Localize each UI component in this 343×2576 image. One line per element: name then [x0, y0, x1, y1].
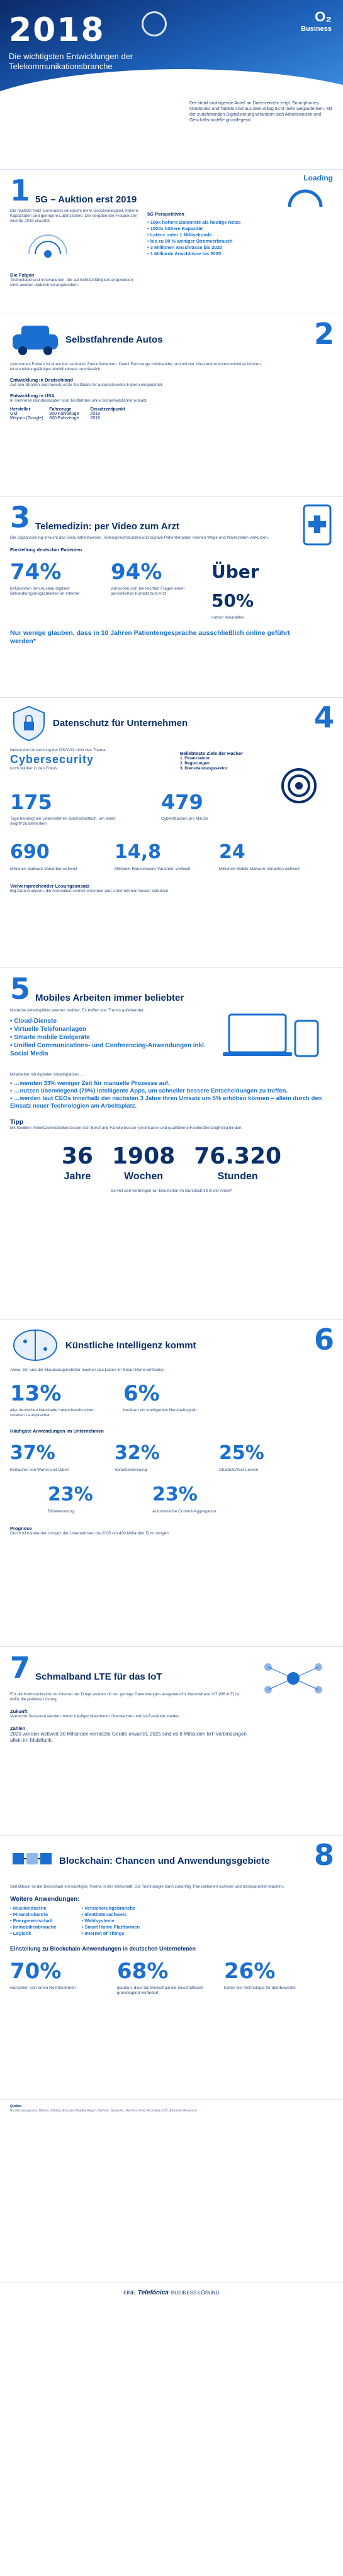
trend-item: • Smarte mobile Endgeräte [10, 1033, 218, 1042]
section-number: 1 [10, 173, 31, 207]
times-caption: So viel Zeit verbringen wir Deutschen im Durchschnitt in der Arbeit* [110, 1189, 233, 1193]
car-icon [10, 321, 60, 358]
stat-value: 6% [123, 1381, 160, 1406]
usecase-item: • Immobilienbranche [10, 1924, 56, 1930]
us-text: In mehreren Bundesstaaten sind Testfahrten ohne Sicherheitsfahrer erlaubt. [10, 399, 148, 403]
stat-label: wünschen sich einen Rechtsrahmen [10, 1986, 76, 1990]
o2-logo-mark: O₂ [315, 9, 332, 25]
stat-label: glauben, dass die Blockchain die Geschäftswelt grundlegend verändert [117, 1986, 204, 1995]
time-value: 36 [61, 1143, 93, 1169]
footer-post: BUSINESS-LÖSUNG [171, 2290, 220, 2296]
section-lead: Alexa, Siri und die Staubsaugerroboter machen das Leben im Smart Home einfacher. [10, 1368, 165, 1372]
trend-item: • Cloud-Dienste [10, 1017, 218, 1025]
targets-title: Beliebteste Ziele der Hacker [180, 751, 244, 756]
stat-value: 23% [48, 1483, 93, 1505]
list-item: • bis zu 90 % weniger Stromverbrauch [147, 238, 323, 245]
einstellung-title: Einstellung zu Blockchain-Anwendungen in deutschen Unternehmen [10, 1946, 196, 1952]
section-number: 5 [10, 972, 31, 1006]
trend-item: • Unified Communications- und Conferencing-Anwendungen inkl. Social Media [10, 1042, 218, 1058]
stat-label: besitzen ein intelligentes Haushaltsgerät [123, 1408, 197, 1412]
solution-text: Big Data Analysen, die Anomalien schnell erkennen und Unternehmen besser schützen. [10, 889, 170, 893]
target-item: 2. Regierungen [180, 761, 210, 766]
stat-value: 26% [224, 1959, 276, 1984]
usecase-item: • Versicherungsbranche [81, 1905, 140, 1912]
stat-value: 25% [219, 1442, 264, 1464]
brain-circuit-icon [10, 1326, 60, 1364]
future-text: Vernetzte Sensoren werden immer häufiger Maschinen überwachen und Ist-Zustände melden. [10, 1714, 181, 1719]
sources-block [0, 2100, 343, 2282]
o2-business-logo [301, 9, 332, 33]
section-5g [0, 170, 343, 314]
section-iot [0, 1647, 343, 1836]
stat-value: 24 [219, 841, 245, 863]
section-telemedizin [0, 497, 343, 698]
section-title: Datenschutz für Unternehmen [53, 717, 188, 729]
stat-value: 68% [117, 1959, 169, 1984]
stat-label: Millionen Malware-Varianten weltweit [10, 867, 77, 871]
usecase-item: • Internet of Things [81, 1930, 140, 1937]
section-text: Die Digitalisierung erreicht das Gesundheitswesen. Videosprechstunden und digitale Patientenakten können Wege und Wartezeiten verkürzen. [10, 536, 269, 540]
sources-text: Bundesnetzagentur, Bitkom, Statista, Ericsson Mobility Report, Gartner, Symantec, AV-Test, PwC, Accenture, IDC, Forrester Research. [10, 2108, 198, 2113]
section-mobiles-arbeiten [0, 968, 343, 1320]
stat-value: 32% [115, 1442, 160, 1464]
stat-value: 23% [152, 1483, 198, 1505]
target-item: 3. Dienstleistungssektor [180, 766, 228, 771]
stat-label: befürworten den Ausbau digitaler Behandlungsmöglichkeiten im Internet [10, 586, 80, 596]
section-number: 2 [313, 317, 334, 351]
trend-item: • Virtuelle Telefonanlagen [10, 1025, 218, 1033]
hero-year: 2018 [9, 11, 105, 49]
section-title: Telemedizin: per Video zum Arzt [35, 521, 179, 532]
stat-label: Spracherkennung [115, 1468, 147, 1472]
footer-pre: EINE [123, 2290, 135, 2296]
section-number: 3 [10, 500, 31, 534]
list-item: • 3 Millionen Anschlüsse bis 2020 [147, 245, 323, 251]
section-title: Schmalband LTE für das IoT [35, 1671, 162, 1682]
table-cell: GM [10, 412, 18, 416]
cybersecurity-headline: Cybersecurity [10, 753, 94, 766]
telefonica-logo: Telefónica [137, 2289, 169, 2296]
stat-value: 479 [161, 790, 203, 814]
section-title: Selbstfahrende Autos [65, 334, 163, 345]
stat-label: wünschen sich bei leichten Fragen einen persönlichen Kontakt zum Arzt [111, 586, 185, 596]
tablet-medical-icon [301, 503, 333, 547]
folgen-text: Technologie und Innovationen, die auf Echtzeitfähigkeit angewiesen sind, werden dadurch vorangetrieben. [10, 278, 133, 287]
section-ki [0, 1320, 343, 1647]
loading-arc-icon [286, 185, 324, 210]
mid-lead: Mitarbeiter mit digitalen Arbeitsplätzen… [10, 1072, 84, 1077]
intro-section [0, 94, 343, 170]
loading-label: Loading [303, 173, 333, 182]
target-item: 1. Finanzsektor [180, 756, 210, 761]
de-text: Auf den Straßen sind bereits erste Testfelder für automatisiertes Fahren eingerichtet. [10, 383, 164, 387]
tip-text: Mit flexiblen Arbeitszeitmodellen lassen sich Beruf und Familie besser vereinbaren und qualifizierte Fachkräfte langfristig binden. [10, 1126, 243, 1130]
section-text: Autonomes Fahren ist eines der zentralen Zukunftsthemen. Damit Fahrzeuge miteinander und mit der Infrastruktur kommunizieren können, ist ein leistungsfähiges Mobilfunknetz unerlässlich. [10, 362, 262, 372]
prognose-title: Prognose [10, 1526, 32, 1531]
section-blockchain [0, 1836, 343, 2100]
sources-title: Quellen [10, 2105, 22, 2108]
target-icon [280, 767, 318, 805]
solution-title: Vielversprechender Lösungsansatz [10, 883, 90, 889]
folgen-title: Die Folgen [10, 272, 35, 278]
section-text: Für die Kommunikation im Internet der Dinge werden oft nur geringe Datenmengen ausgetauscht. Narrowband IoT (NB-IoT) ist dafür die perfekte Lösung. [10, 1692, 240, 1702]
tip-title: Tipp [10, 1119, 23, 1126]
stat-label: Chatbots/Text-Lernen [219, 1468, 259, 1472]
stat-value: Über 50% [211, 561, 259, 611]
list-item: • Latenz unter 1 Millisekunde [147, 232, 323, 238]
section-number: 8 [313, 1838, 334, 1872]
section-title: Künstliche Intelligenz kommt [65, 1340, 196, 1351]
stat-value: 175 [10, 790, 52, 814]
de-title: Entwicklung in Deutschland [10, 377, 74, 383]
perspektiven-title: 5G Perspektiven [147, 211, 184, 217]
hero-banner [0, 0, 343, 94]
stat-label: Cyberattacken pro Minute [161, 817, 208, 821]
table-header: Hersteller [10, 407, 31, 412]
numbers-text: 2020 werden weltweit 30 Milliarden vernetzte Geräte erwartet, 2025 sind es 8 Milliarden IoT-Verbindungen allein im Mobilfunk. [10, 1731, 247, 1743]
time-unit: Jahre [64, 1171, 91, 1182]
cyber-tail: noch stärker in den Fokus [10, 766, 57, 771]
table-row [10, 416, 125, 421]
section-title: Blockchain: Chancen und Anwendungsgebiete [59, 1855, 270, 1866]
us-title: Entwicklung in USA [10, 393, 55, 399]
list-item: • 1 Milliarde Anschlüsse bis 2025 [147, 251, 323, 257]
table-cell: 2018 [90, 416, 100, 421]
usecase-item: • Identitätsnachweis [81, 1912, 140, 1918]
hero-ring-decoration [142, 11, 167, 36]
stat-label: Automatische Content-Aggregation [152, 1509, 216, 1514]
stat-label: Millionen Ransomware-Varianten weltweit [115, 867, 191, 871]
usecase-item: • Wahlsysteme [81, 1918, 140, 1924]
future-title: Zukunft [10, 1709, 28, 1714]
prognose-text: Durch KI könnte der Umsatz der Unternehmen bis 2035 um 430 Milliarden Euro steigen. [10, 1531, 170, 1536]
time-value: 76.320 [194, 1143, 282, 1169]
time-unit: Stunden [217, 1171, 258, 1182]
footer [0, 2282, 343, 2303]
section-text: Die nächste Netz-Generation verspricht mehr Geschwindigkeit, höhere Kapazitäten und geringere Latenzzeiten. Die Vergabe der Frequenzen wird für 2019 erwartet. [10, 209, 138, 223]
table-header: Fahrzeuge [49, 407, 72, 412]
time-value: 1908 [111, 1143, 176, 1169]
intro-text: Der stabil ansteigende Anteil an Datenverkehr zeigt: Smartphones, Notebooks und Tablets sind aus dem Alltag nicht mehr wegzudenken. Mit der zunehmenden Digitalisierung verändern sich Arbeitsweisen und Geschäftsmodelle grundlegend. [189, 101, 332, 123]
iot-network-icon [259, 1660, 328, 1697]
benefit-item: • …nutzen überwiegend (79%) intelligente Apps, um schneller bessere Entscheidungen zu treffen. [10, 1087, 333, 1095]
time-unit: Wochen [124, 1171, 164, 1182]
section-autos [0, 314, 343, 497]
benefit-item: • …werden laut CEOs innerhalb der nächsten 3 Jahre ihren Umsatz um 5% erhöhen können – allein durch den Einsatz neuer Technologien am Arbeitsplatz. [10, 1095, 333, 1110]
stat-value: 74% [10, 559, 62, 585]
telemedicine-question: Nur wenige glauben, dass in 10 Jahren Patientengespräche ausschließlich online geführt werden* [10, 629, 290, 645]
stat-value: 14,8 [115, 841, 162, 863]
section-number: 7 [10, 1651, 31, 1685]
section-number: 6 [313, 1323, 334, 1357]
stat-label: Tage benötigt ein Unternehmen durchschnittlich, um einen Angriff zu bemerken [10, 817, 116, 826]
hero-arc-decoration [0, 69, 343, 94]
section-datenschutz [0, 698, 343, 968]
signal-tower-icon [10, 229, 86, 267]
usecase-item: • Logistik [10, 1930, 56, 1937]
usecase-item: • Energiewirtschaft [10, 1918, 56, 1924]
stat-label: Einkaufen von Waren und Daten [10, 1468, 69, 1472]
stat-value: 13% [10, 1381, 62, 1406]
table-cell: 2019 [90, 412, 100, 416]
table-cell: Waymo (Google) [10, 416, 43, 421]
benefit-item: • …wenden 33% weniger Zeit für manuelle Prozesse auf. [10, 1080, 333, 1087]
hero-subtitle: Die wichtigsten Entwicklungen der Telekommunikationsbranche [9, 52, 133, 71]
stat-value: 70% [10, 1959, 62, 1984]
shield-lock-icon [10, 704, 48, 742]
usage-title: Häufigste Anwendungen im Unternehmen [10, 1428, 104, 1434]
patients-title: Einstellung deutscher Patienten [10, 547, 82, 553]
stat-label: aller deutschen Haushalte haben bereits einen smarten Lautsprecher [10, 1408, 95, 1417]
cyber-lead: Neben der Umsetzung der DSGVO rückt das Thema [10, 748, 106, 752]
devices-icon [223, 1008, 323, 1065]
stat-label: Bilderkennung [48, 1509, 74, 1514]
section-number: 4 [313, 700, 334, 734]
list-item: • 100x höhere Datenrate als heutige Netze [147, 219, 323, 226]
usecase-item: • Smart Home Plattformen [81, 1924, 140, 1930]
stat-value: 690 [10, 841, 50, 863]
section-title: Mobiles Arbeiten immer beliebter [35, 993, 184, 1003]
stat-value: 37% [10, 1442, 55, 1464]
manufacturer-table [10, 407, 125, 421]
table-header: Einsatzzeitpunkt [90, 407, 125, 412]
trends-lead: Moderne Arbeitsplätze werden mobiler. Es treffen vier Trends aufeinander: [10, 1008, 145, 1013]
more-title: Weitere Anwendungen: [10, 1896, 80, 1903]
table-cell: 600 Fahrzeuge [49, 416, 79, 421]
blockchain-icon [10, 1842, 54, 1880]
stat-label: nutzen Wearables [211, 615, 245, 620]
usecase-item: • Finanzindustrie [10, 1912, 56, 1918]
table-row [10, 412, 125, 416]
table-cell: 300 Fahrzeuge [49, 412, 79, 416]
list-item: • 1000x höhere Kapazität [147, 226, 323, 232]
stat-value: 94% [111, 559, 162, 585]
logo-business-text: Business [301, 25, 332, 33]
stat-label: halten die Technologie für überbewertet [224, 1986, 296, 1990]
section-text: Seit Bitcoin ist die Blockchain ein wichtiges Thema in der Wirtschaft. Die Technologie kann zukünftig Transaktionen sicherer und transparenter machen. [10, 1885, 284, 1889]
usecase-item: • Musikindustrie [10, 1905, 56, 1912]
numbers-title: Zahlen [10, 1726, 26, 1731]
section-title: 5G – Auktion erst 2019 [35, 194, 137, 205]
stat-label: Millionen Mobile-Malware-Varianten weltweit [219, 867, 300, 871]
